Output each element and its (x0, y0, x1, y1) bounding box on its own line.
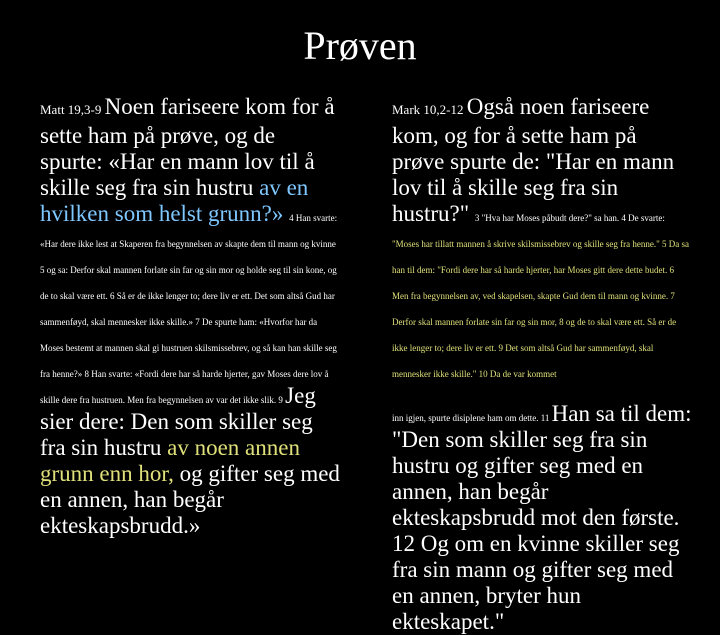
matthew-highlight-any-reason: av en hvilken som helst grunn?» (40, 175, 309, 226)
matthew-highlight-except-adultery: av noen annen grunn enn hor, (40, 435, 300, 486)
mark-column (392, 94, 692, 635)
matthew-column (40, 94, 340, 539)
matthew-small-verses: 4 Han svarte: «Har dere ikke lest at Skaperen fra begynnelsen av skapte dem til mann og kvinne 5 og sa: Derfor skal mannen forlate sin far og sin mor og holde seg til sin kone, og de to skal være ett. 6 Så er de ikke lenger to; dere liv er ett. Det som altså Gud har sammenføyd, skal mennesker ikke skille.» 7 De spurte ham: «Hvorfor har da Moses bestemt at mannen skal gi hustruen skilsmissebrev, og så kan han skille seg fra henne?» 8 Han svarte: «Fordi dere har så harde hjerter, gav Moses dere lov å skille dere fra hustruen. Men fra begynnelsen av var det ikke slik. (40, 213, 338, 405)
mark-small-verse-3: 3 "Hva har Moses påbudt dere?" sa han. 4 De svarte: (474, 213, 665, 223)
mark-small-verse-11: inn igjen, spurte disiplene ham om dette. 11 (392, 413, 552, 423)
matthew-question-text: Noen fariseere kom for å sette ham på prøve, og de spurte: «Har en mann lov til å skille seg fra sin hustru (40, 94, 335, 200)
slide-title: Prøven (303, 23, 417, 68)
mark-answer-text: Han sa til dem: "Den som skiller seg fra sin hustru og gifter seg med en annen, han begår ekteskapsbrudd mot den første. 12 Og om en kvinne skiller seg fra sin mann og gifter seg med en annen, bryter hun ekteskapet." (392, 401, 692, 634)
mark-small-verses-highlight: "Moses har tillatt mannen å skrive skilsmissebrev og skille seg fra henne." 5 Da sa han til dem: "Fordi dere har så harde hjerter, har Moses gitt dere dette budet. 6 Men fra begynnelsen av, ved skapelsen, skapte Gud dem til mann og kvinne. 7 Derfor skal mannen forlate sin far og sin mor, 8 og de to skal være ett. Så er de ikke lenger to; dere liv er ett. 9 Det som altså Gud har sammenføyd, skal mennesker ikke skille." 10 Da de var kommet (392, 239, 690, 379)
matthew-reference: Matt 19,3-9 (40, 102, 105, 117)
mark-reference: Mark 10,2-12 (392, 102, 467, 117)
mark-question-text: Også noen fariseere kom, og for å sette ham på prøve spurte de: "Har en mann lov til å skille seg fra sin hustru?" (392, 94, 675, 226)
matthew-answer-end: og gifter seg med en annen, han begår ekteskapsbrudd.» (40, 461, 340, 538)
matthew-answer-text: Jeg sier dere: Den som skiller seg fra sin hustru (40, 383, 316, 460)
matthew-verse-number-9: 9 (278, 395, 286, 405)
mark-spacer (392, 383, 692, 401)
